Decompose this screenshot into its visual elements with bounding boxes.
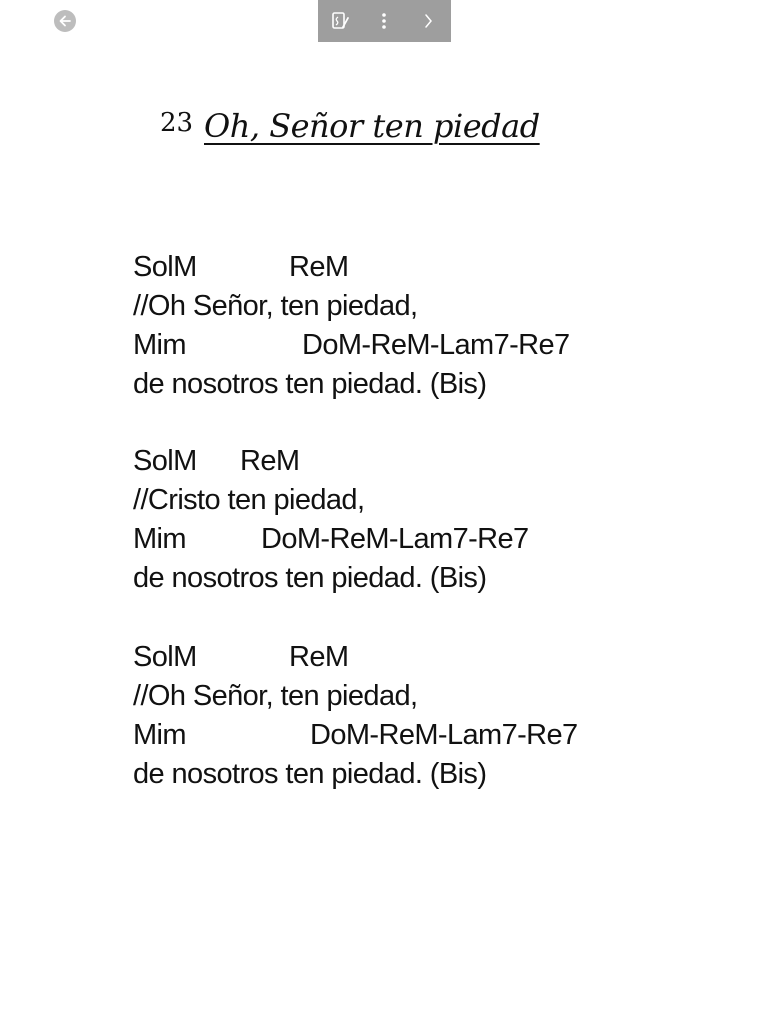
chevron-right-icon xyxy=(423,13,433,29)
chord: ReM xyxy=(289,641,349,673)
lyric-line: //Oh Señor, ten piedad, xyxy=(133,290,418,322)
chord: Mim xyxy=(133,523,186,555)
edit-document-icon xyxy=(329,10,351,32)
lyric-line: de nosotros ten piedad. (Bis) xyxy=(133,368,487,400)
next-page-button[interactable] xyxy=(406,0,450,42)
song-title xyxy=(160,104,620,154)
lyric-line: //Oh Señor, ten piedad, xyxy=(133,680,418,712)
document-toolbar xyxy=(318,0,451,42)
lyric-line: de nosotros ten piedad. (Bis) xyxy=(133,758,487,790)
chord: DoM-ReM-Lam7-Re7 xyxy=(310,719,578,751)
chord: Mim xyxy=(133,329,186,361)
chord: ReM xyxy=(240,445,300,477)
back-button[interactable] xyxy=(54,10,76,32)
edit-button[interactable] xyxy=(318,0,362,42)
chord: DoM-ReM-Lam7-Re7 xyxy=(261,523,529,555)
chord: SolM xyxy=(133,641,197,673)
chord: SolM xyxy=(133,445,197,477)
more-options-button[interactable] xyxy=(362,0,406,42)
chord: ReM xyxy=(289,251,349,283)
lyric-line: //Cristo ten piedad, xyxy=(133,484,365,516)
chord: DoM-ReM-Lam7-Re7 xyxy=(302,329,570,361)
song-title-text: Oh, Señor ten piedad xyxy=(204,107,540,145)
song-number: 23 xyxy=(160,108,194,138)
chord: SolM xyxy=(133,251,197,283)
arrow-left-icon xyxy=(58,14,72,28)
lyric-line: de nosotros ten piedad. (Bis) xyxy=(133,562,487,594)
chord: Mim xyxy=(133,719,186,751)
more-vertical-icon xyxy=(381,12,387,30)
